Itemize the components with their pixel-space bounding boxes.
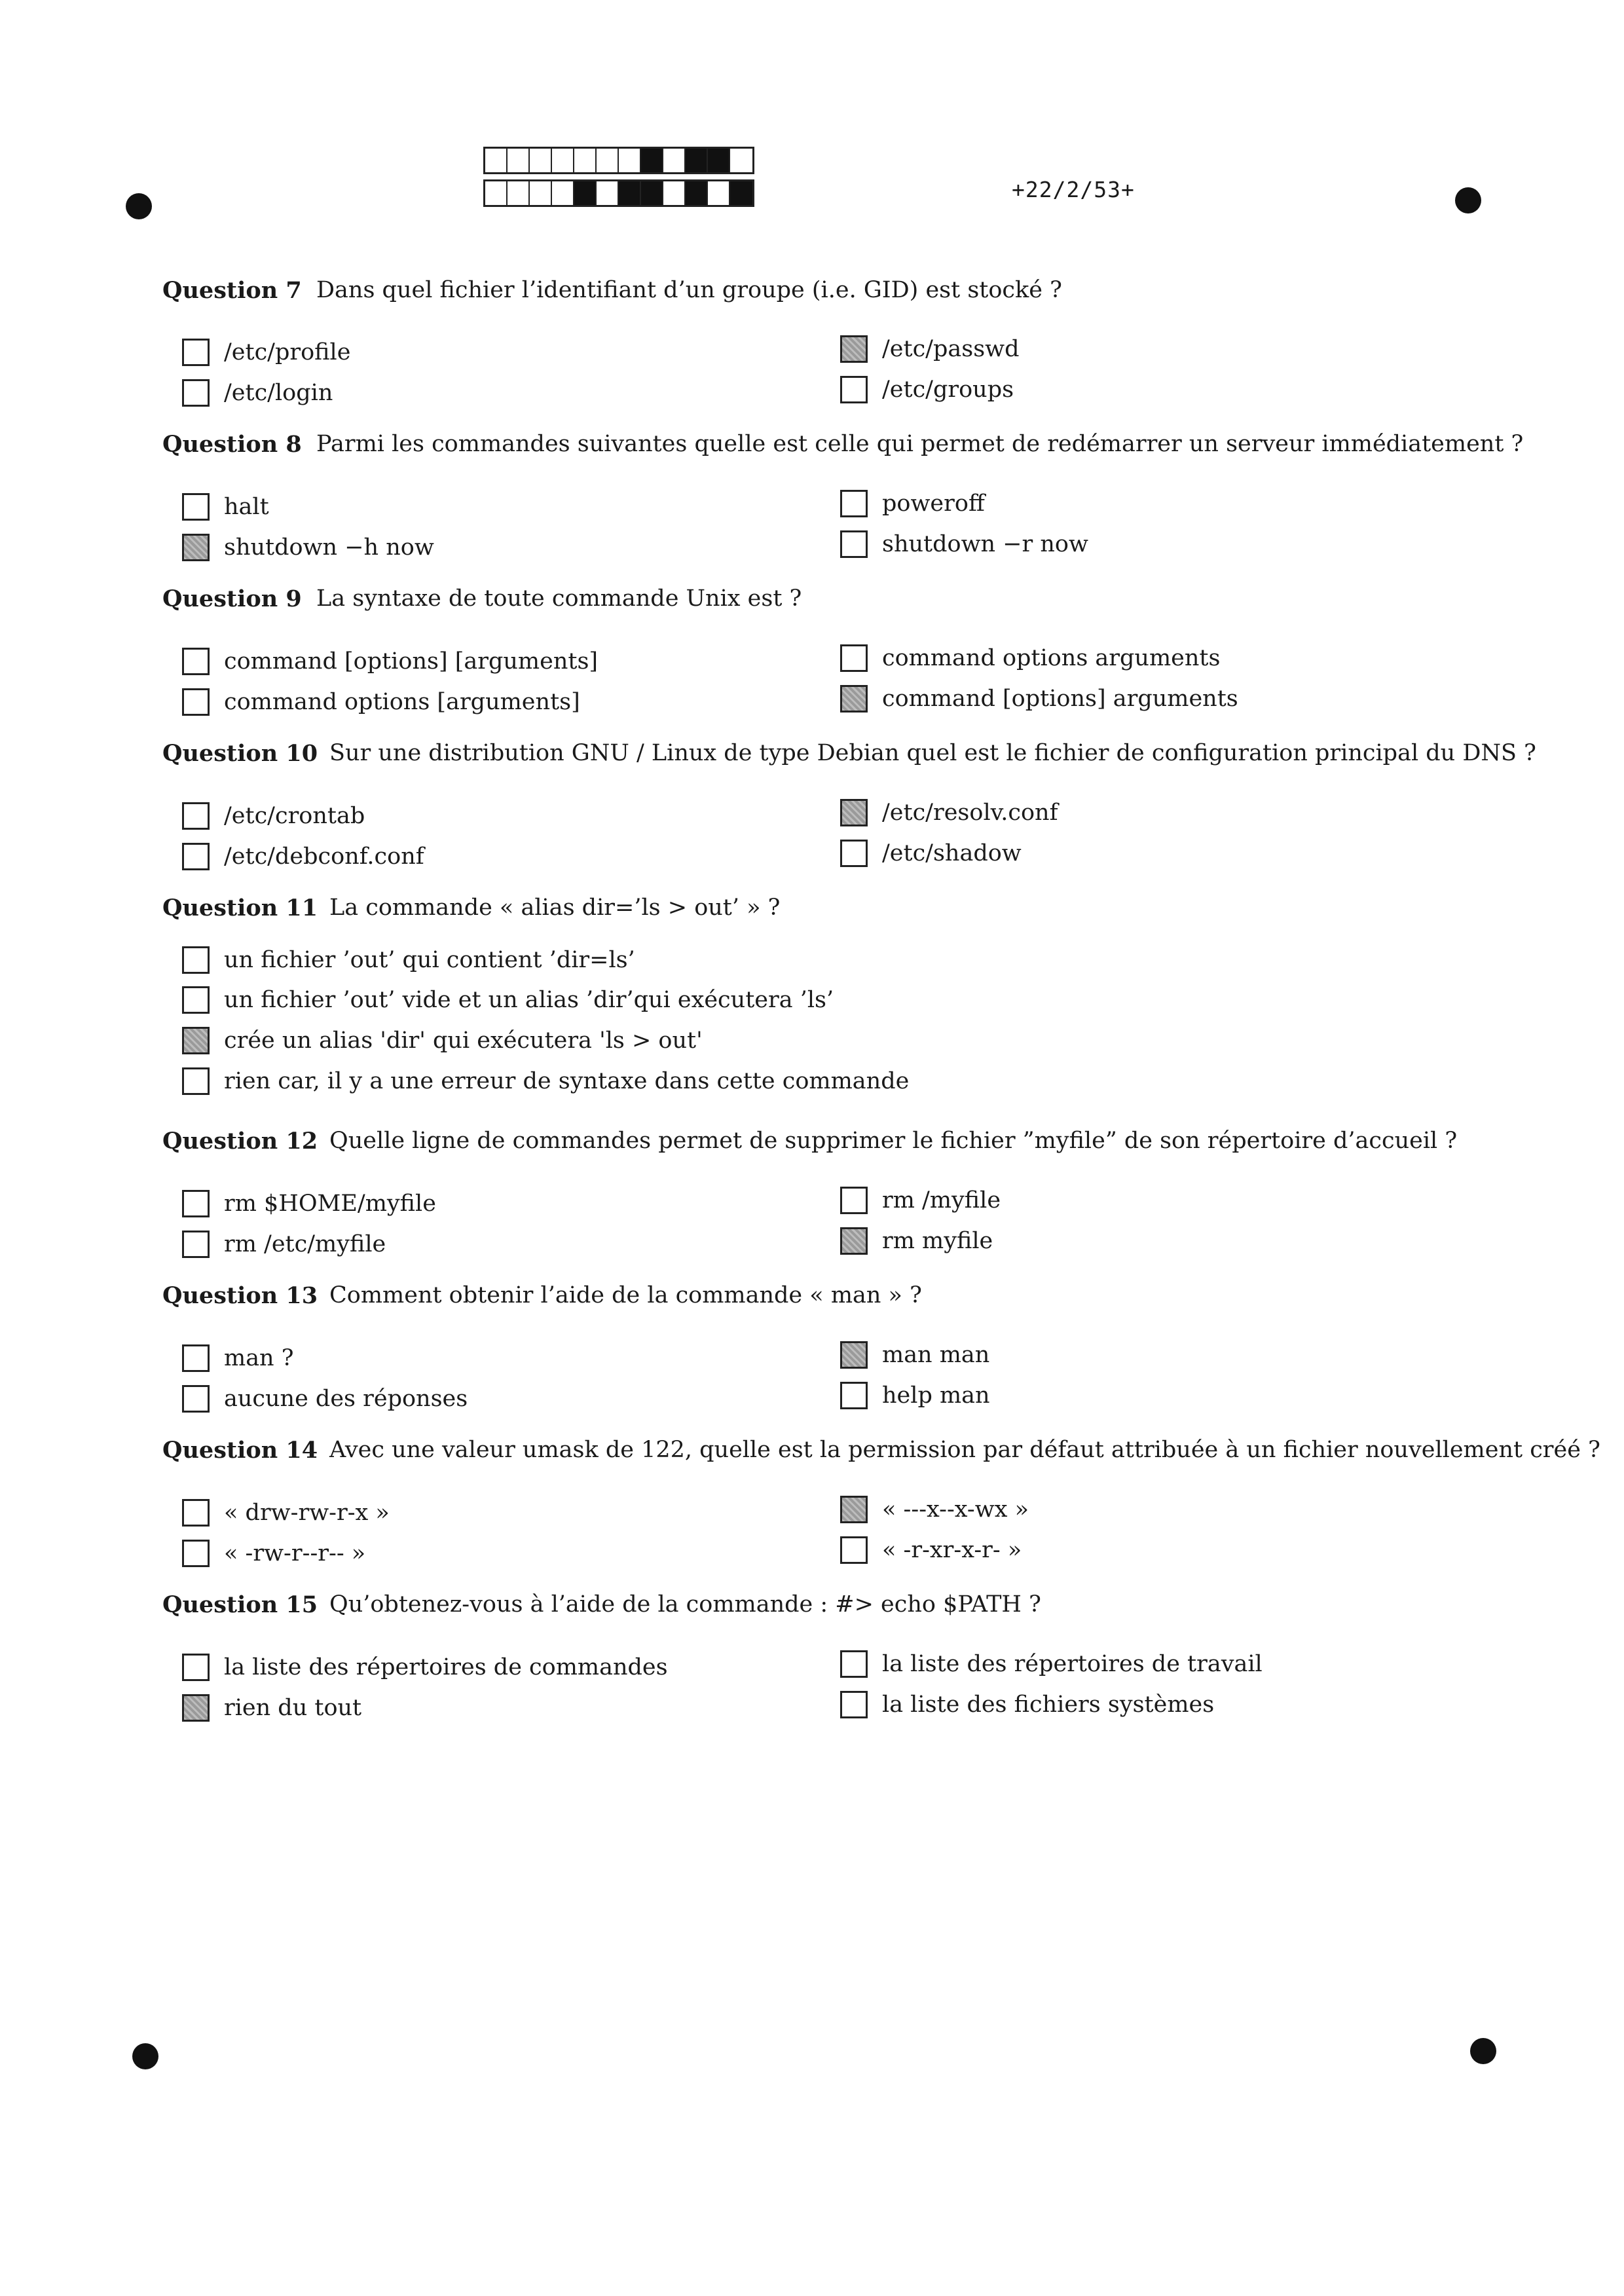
id-cell-empty (708, 181, 730, 205)
answer-label: rm $HOME/myfile (224, 1191, 436, 1217)
question-text: Dans quel fichier l’identifiant d’un groupe (i.e. GID) est stocké ? (316, 277, 1062, 303)
answer-option[interactable] (840, 335, 1020, 363)
id-cell-empty (574, 149, 597, 172)
question-text: Sur une distribution GNU / Linux de type Debian quel est le fichier de configuration principal du DNS ? (329, 740, 1536, 766)
answer-checkbox[interactable] (182, 688, 210, 716)
answer-label: command [options] arguments (882, 686, 1238, 712)
answer-checkbox[interactable] (182, 339, 210, 366)
answer-option[interactable] (840, 490, 985, 517)
answer-option[interactable] (182, 1499, 390, 1527)
answer-checkbox-checked[interactable] (182, 1027, 210, 1054)
answer-checkbox[interactable] (840, 840, 868, 867)
answer-option[interactable] (182, 1654, 668, 1681)
answer-label: rien du tout (224, 1695, 362, 1721)
answer-checkbox[interactable] (182, 946, 210, 974)
question-text: Quelle ligne de commandes permet de supprimer le fichier ”myfile” de son répertoire d’accueil ? (329, 1128, 1458, 1154)
answer-option[interactable] (840, 685, 1238, 713)
id-cell-filled (730, 181, 752, 205)
answer-checkbox[interactable] (840, 1691, 868, 1718)
answer-label: la liste des fichiers systèmes (882, 1692, 1215, 1718)
id-cell-empty (507, 149, 530, 172)
id-cell-empty (552, 149, 574, 172)
page-code: +22/2/53+ (1012, 177, 1135, 202)
answer-checkbox[interactable] (182, 802, 210, 830)
question-number: Question 9 (162, 585, 302, 612)
answer-label: rm /etc/myfile (224, 1231, 386, 1257)
question-15-title (162, 1591, 1041, 1618)
answer-label: la liste des répertoires de commandes (224, 1654, 668, 1680)
question-text: La commande « alias dir=’ls > out’ » ? (329, 895, 781, 921)
answer-option[interactable] (182, 1231, 386, 1258)
answer-label: /etc/login (224, 380, 333, 406)
id-cell-empty (597, 181, 619, 205)
answer-label: help man (882, 1382, 990, 1409)
answer-option[interactable] (840, 1650, 1263, 1678)
answer-checkbox[interactable] (840, 1187, 868, 1214)
answer-checkbox-checked[interactable] (840, 685, 868, 713)
answer-checkbox-checked[interactable] (840, 799, 868, 826)
answer-option[interactable] (182, 946, 635, 974)
answer-checkbox-checked[interactable] (840, 1227, 868, 1255)
answer-checkbox[interactable] (840, 490, 868, 517)
answer-option[interactable] (182, 1344, 294, 1372)
answer-option[interactable] (182, 688, 580, 716)
question-13-title (162, 1282, 922, 1309)
answer-checkbox[interactable] (182, 1540, 210, 1567)
answer-checkbox[interactable] (182, 648, 210, 675)
answer-option[interactable] (840, 840, 1022, 867)
answer-label: crée un alias 'dir' qui exécutera 'ls > out' (224, 1028, 703, 1054)
answer-option[interactable] (182, 802, 365, 830)
answer-checkbox[interactable] (840, 1536, 868, 1564)
id-cell-empty (485, 181, 507, 205)
answer-label: /etc/debconf.conf (224, 843, 424, 870)
id-grid-row-2 (483, 179, 754, 207)
answer-option[interactable] (840, 1496, 1029, 1523)
answer-option[interactable] (182, 534, 434, 561)
id-cell-empty (619, 149, 641, 172)
answer-checkbox-checked[interactable] (840, 335, 868, 363)
registration-mark-bottom-left (132, 2043, 158, 2069)
answer-checkbox[interactable] (182, 1499, 210, 1527)
question-number: Question 14 (162, 1437, 318, 1464)
answer-label: un fichier ’out’ vide et un alias ’dir’qui exécutera ’ls’ (224, 987, 834, 1013)
answer-option[interactable] (182, 1694, 361, 1722)
answer-option[interactable] (840, 1536, 1022, 1564)
question-number: Question 7 (162, 277, 302, 304)
id-cell-filled (708, 149, 730, 172)
answer-checkbox[interactable] (840, 376, 868, 403)
answer-checkbox[interactable] (182, 493, 210, 521)
id-cell-empty (663, 149, 686, 172)
question-11-title (162, 895, 780, 921)
answer-option[interactable] (840, 799, 1058, 826)
answer-checkbox[interactable] (182, 1344, 210, 1372)
question-14-title (162, 1437, 1600, 1464)
answer-checkbox[interactable] (840, 644, 868, 672)
answer-option[interactable] (182, 1385, 468, 1413)
answer-option[interactable] (840, 644, 1220, 672)
registration-mark-top-left (126, 193, 152, 219)
answer-option[interactable] (182, 648, 598, 675)
answer-label: « -r-xr-x-r- » (882, 1537, 1022, 1563)
answer-checkbox[interactable] (182, 1385, 210, 1413)
id-cell-filled (574, 181, 597, 205)
answer-label: man man (882, 1342, 990, 1368)
answer-option[interactable] (182, 1190, 436, 1217)
question-number: Question 10 (162, 740, 318, 767)
answer-option[interactable] (182, 843, 424, 870)
answer-label: halt (224, 494, 269, 520)
question-text: Parmi les commandes suivantes quelle est celle qui permet de redémarrer un serveur immédiatement ? (316, 431, 1524, 457)
answer-checkbox-checked[interactable] (840, 1341, 868, 1369)
question-text: Qu’obtenez-vous à l’aide de la commande : #> echo $PATH ? (329, 1591, 1041, 1618)
answer-label: aucune des réponses (224, 1386, 468, 1412)
answer-label: shutdown −h now (224, 534, 434, 561)
answer-checkbox[interactable] (182, 1067, 210, 1095)
answer-option[interactable] (182, 986, 834, 1014)
answer-label: « ---x--x-wx » (882, 1496, 1029, 1523)
answer-checkbox[interactable] (182, 379, 210, 407)
question-text: Avec une valeur umask de 122, quelle est la permission par défaut attribuée à un fichier nouvellement créé ? (329, 1437, 1600, 1463)
answer-option[interactable] (182, 339, 350, 366)
answer-checkbox[interactable] (840, 530, 868, 558)
id-cell-empty (530, 149, 552, 172)
answer-label: « drw-rw-r-x » (224, 1500, 390, 1526)
answer-checkbox[interactable] (182, 986, 210, 1014)
question-9-title (162, 585, 802, 612)
question-text: Comment obtenir l’aide de la commande « man » ? (329, 1282, 922, 1308)
id-cell-empty (485, 149, 507, 172)
question-text: La syntaxe de toute commande Unix est ? (316, 585, 802, 612)
answer-label: la liste des répertoires de travail (882, 1651, 1263, 1677)
answer-option[interactable] (182, 1067, 909, 1095)
registration-mark-bottom-right (1470, 2038, 1496, 2064)
question-number: Question 15 (162, 1591, 318, 1618)
answer-checkbox-checked[interactable] (182, 1694, 210, 1722)
answer-label: man ? (224, 1345, 294, 1371)
answer-label: shutdown −r now (882, 531, 1088, 557)
answer-label: poweroff (882, 491, 985, 517)
answer-option[interactable] (840, 1187, 1001, 1214)
answer-label: command options [arguments] (224, 689, 580, 715)
answer-checkbox[interactable] (182, 1231, 210, 1258)
answer-checkbox-checked[interactable] (182, 534, 210, 561)
answer-label: rm myfile (882, 1228, 993, 1254)
question-8-title (162, 431, 1523, 458)
question-number: Question 8 (162, 431, 302, 458)
question-7-title (162, 277, 1062, 304)
answer-option[interactable] (840, 376, 1014, 403)
id-cell-empty (552, 181, 574, 205)
answer-label: /etc/groups (882, 377, 1014, 403)
answer-label: rien car, il y a une erreur de syntaxe dans cette commande (224, 1068, 910, 1094)
answer-option[interactable] (840, 1382, 990, 1409)
answer-label: un fichier ’out’ qui contient ’dir=ls’ (224, 947, 635, 973)
answer-label: command options arguments (882, 645, 1221, 671)
answer-option[interactable] (840, 1227, 993, 1255)
question-12-title (162, 1128, 1457, 1155)
question-number: Question 13 (162, 1282, 318, 1309)
answer-label: rm /myfile (882, 1187, 1001, 1213)
answer-checkbox[interactable] (182, 843, 210, 870)
answer-checkbox[interactable] (182, 1654, 210, 1681)
answer-label: « -rw-r--r-- » (224, 1540, 366, 1566)
answer-option[interactable] (840, 1341, 989, 1369)
answer-label: /etc/shadow (882, 840, 1022, 866)
question-number: Question 12 (162, 1128, 318, 1155)
id-grid-row-1 (483, 147, 754, 174)
answer-option[interactable] (182, 379, 333, 407)
id-cell-empty (597, 149, 619, 172)
id-cell-filled (641, 181, 663, 205)
answer-option[interactable] (840, 1691, 1214, 1718)
answer-option[interactable] (182, 1540, 365, 1567)
answer-label: /etc/passwd (882, 336, 1020, 362)
id-cell-empty (507, 181, 530, 205)
id-cell-empty (530, 181, 552, 205)
question-number: Question 11 (162, 895, 318, 921)
answer-checkbox[interactable] (840, 1382, 868, 1409)
answer-option[interactable] (840, 530, 1088, 558)
student-id-grid (483, 147, 754, 212)
answer-label: /etc/resolv.conf (882, 800, 1058, 826)
answer-checkbox[interactable] (182, 1190, 210, 1217)
id-cell-filled (641, 149, 663, 172)
answer-label: /etc/crontab (224, 803, 365, 829)
id-cell-empty (730, 149, 752, 172)
id-cell-filled (686, 181, 708, 205)
id-cell-filled (686, 149, 708, 172)
answer-checkbox[interactable] (840, 1650, 868, 1678)
answer-option[interactable] (182, 493, 269, 521)
answer-checkbox-checked[interactable] (840, 1496, 868, 1523)
registration-mark-top-right (1455, 187, 1481, 213)
question-10-title (162, 740, 1536, 767)
answer-label: /etc/profile (224, 339, 351, 365)
id-cell-filled (619, 181, 641, 205)
answer-label: command [options] [arguments] (224, 648, 599, 675)
answer-option[interactable] (182, 1027, 703, 1054)
id-cell-empty (663, 181, 686, 205)
